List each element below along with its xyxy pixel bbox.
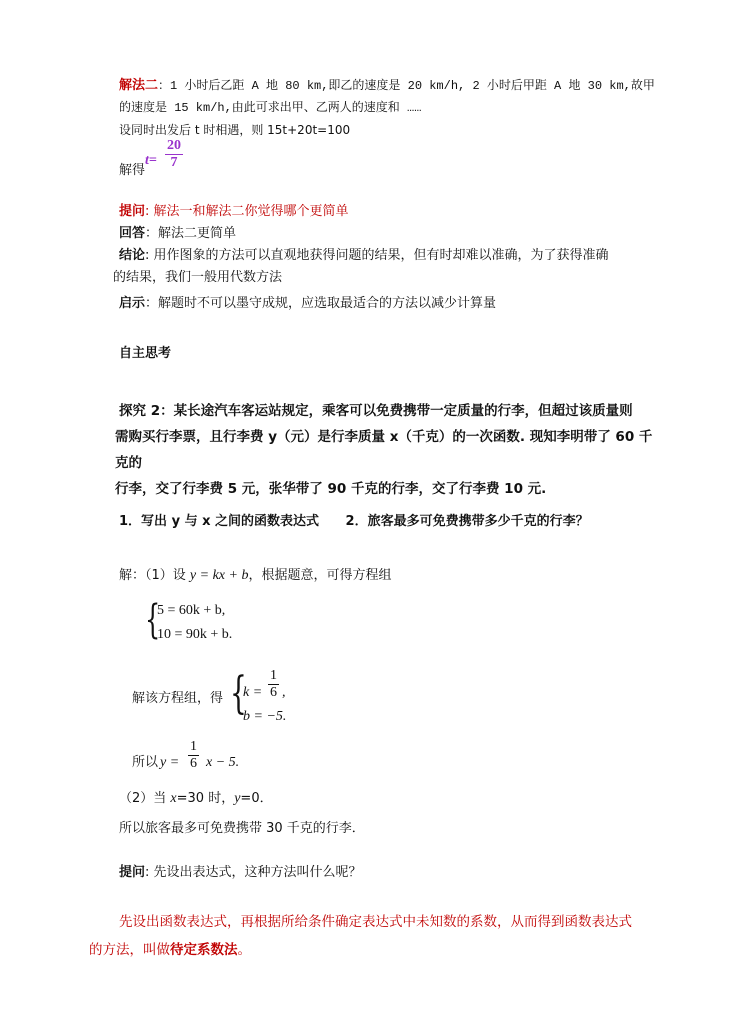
- task1: 1．写出 y 与 x 之间的函数表达式: [119, 514, 320, 529]
- explore2-line3: 行李，交了行李费 5 元，张华带了 90 千克的行李，交了行李费 10 元.: [115, 481, 547, 497]
- solution-intro: [119, 565, 659, 587]
- question2-text: : 先设出表达式，这种方法叫什么呢？: [145, 865, 362, 880]
- k-denominator: 6: [270, 685, 277, 700]
- t-denominator: 7: [170, 155, 178, 170]
- question1: [119, 201, 659, 223]
- t-variable: t=: [145, 153, 157, 168]
- solution-intro-math: y = kx + b: [189, 568, 249, 583]
- explore2-line1: 探究 2：某长途汽车客运站规定，乘客可以免费携带一定质量的行李，但超过该质量则: [119, 403, 633, 419]
- conclusion-text1: : 用作图象的方法可以直观地获得问题的结果，但有时却难以准确，为了获得准确: [145, 248, 609, 263]
- method2-text1: ：1 小时后乙距 A 地 80 km,即乙的速度是 20 km/h, 2 小时后甲距 A 地 30 km,故甲: [158, 79, 655, 93]
- method2-label: 解法二: [119, 78, 159, 93]
- part2: [119, 788, 659, 810]
- section-heading: 自主思考: [119, 346, 172, 361]
- tasks-row: [119, 511, 659, 533]
- solution-intro-text: 解：（1）设: [119, 568, 190, 583]
- conclusion-line1: [119, 245, 659, 267]
- solution-intro-tail: ，根据题意，可得方程组: [248, 568, 392, 583]
- question1-text: : 解法一和解法二你觉得哪个更简单: [145, 204, 349, 219]
- answer1-label: 回答: [119, 226, 146, 241]
- b-result: b = −5.: [243, 709, 287, 724]
- task2: 2．旅客最多可免费携带多少千克的行李？: [345, 514, 589, 529]
- k-fraction: [268, 668, 279, 701]
- method2-line3: 设同时出发后 t 时相遇，则 15t+20t=100: [119, 123, 351, 137]
- solve-t-block: [119, 136, 659, 182]
- solve-label: 解得: [119, 163, 146, 178]
- solve-result: [132, 668, 432, 726]
- y-tail: x − 5.: [206, 755, 240, 770]
- hint-label: 启示: [119, 296, 146, 311]
- explore2-line2: 需购买行李票，且行李费 y（元）是行李质量 x（千克）的一次函数. 现知李明带了 60 千克的: [115, 429, 653, 471]
- equation-system: [145, 598, 345, 654]
- t-numerator: 20: [167, 138, 181, 153]
- y-fraction: [188, 739, 199, 772]
- definition-text-a: 的方法，叫做: [89, 942, 170, 958]
- part2-a: （2）当: [119, 791, 171, 806]
- k-numerator: 1: [270, 668, 277, 683]
- definition-line2: [89, 936, 673, 964]
- k-comma: ,: [282, 685, 286, 700]
- conclusion-label: 结论: [119, 248, 146, 263]
- hint-text: ：解题时不可以墨守成规，应选取最适合的方法以减少计算量: [145, 296, 497, 311]
- definition-block: [89, 908, 673, 964]
- method2-line1: [119, 75, 659, 97]
- y-numerator: 1: [190, 739, 197, 754]
- result-expression: [132, 739, 432, 782]
- result-brace: {: [230, 668, 247, 719]
- y-denominator: 6: [190, 756, 197, 771]
- conclusion-line2: 的结果，我们一般用代数方法: [113, 270, 283, 285]
- question1-label: 提问: [119, 204, 146, 219]
- hint: [119, 293, 659, 315]
- y-variable: y =: [160, 755, 180, 770]
- method2-line2: 的速度是 15 km/h,由此可求出甲、乙两人的速度和 ……: [119, 101, 422, 115]
- k-variable: k =: [243, 685, 263, 700]
- part2-c: =30 时，: [176, 791, 235, 806]
- so-text: 所以: [132, 755, 159, 770]
- equation-1: 5 = 60k + b,: [157, 603, 226, 618]
- equation-2: 10 = 90k + b.: [157, 627, 233, 642]
- definition-term: 待定系数法: [170, 942, 238, 958]
- qa-block: [113, 201, 659, 315]
- question2: [119, 862, 659, 884]
- definition-line1: 先设出函数表达式，再根据所给条件确定表达式中未知数的系数，从而得到函数表达式: [119, 914, 632, 930]
- final-answer: 所以旅客最多可免费携带 30 千克的行李．: [119, 821, 365, 836]
- part2-e: =0．: [240, 791, 273, 806]
- definition-text-b: 。: [237, 942, 251, 958]
- part2-x: x: [170, 791, 177, 806]
- left-brace: {: [145, 597, 161, 643]
- explore2-block: [115, 398, 659, 502]
- answer1-text: ：解法二更简单: [145, 226, 237, 241]
- method2-block: [119, 75, 659, 141]
- question2-label: 提问: [119, 865, 146, 880]
- t-fraction: [165, 138, 183, 171]
- solve-text: 解该方程组，得: [132, 691, 224, 706]
- answer1: [119, 223, 659, 245]
- part2-y: y: [234, 791, 241, 806]
